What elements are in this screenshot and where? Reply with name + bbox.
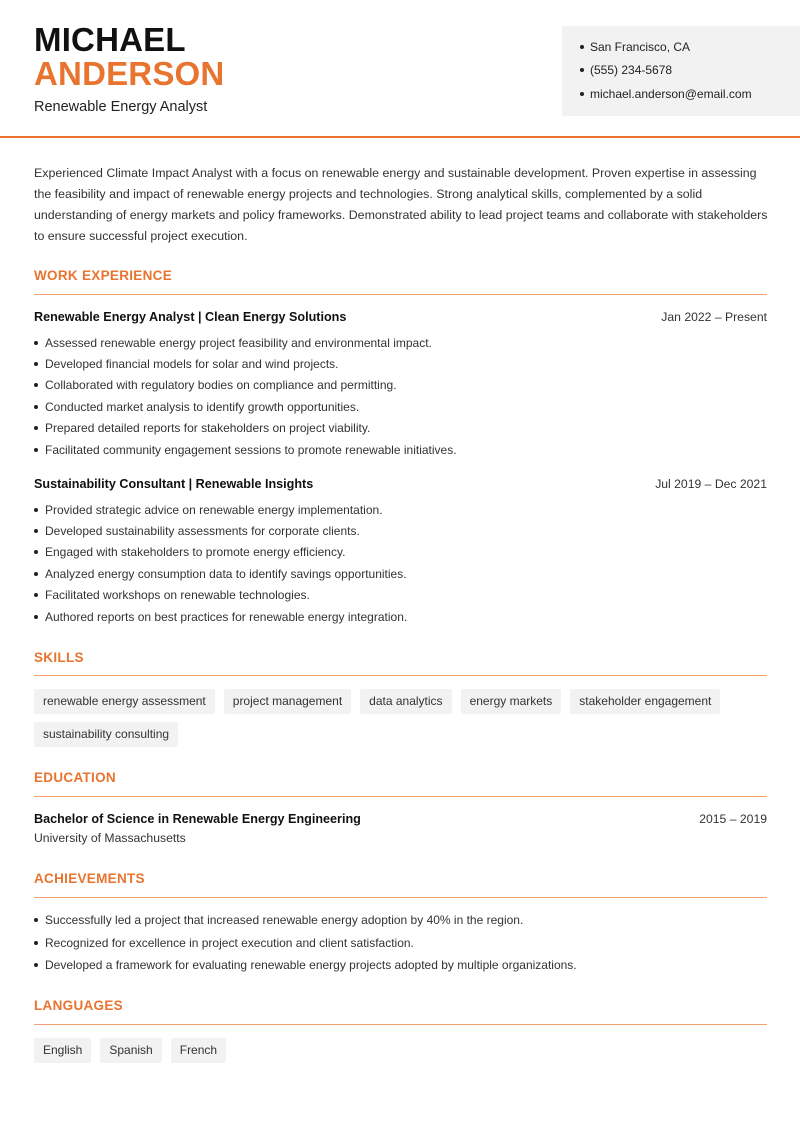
bullet-text: Developed financial models for solar and wind projects. [45, 357, 339, 372]
bullet-icon [34, 615, 38, 619]
bullet-icon [34, 529, 38, 533]
education-school: University of Massachusetts [34, 831, 186, 845]
section-divider [34, 1024, 767, 1025]
bullet-icon [580, 92, 584, 96]
bullet-text: Successfully led a project that increased renewable energy adoption by 40% in the region. [45, 913, 524, 928]
email-text: michael.anderson@email.com [590, 87, 752, 101]
list-item [34, 439, 767, 460]
skills-list [34, 689, 774, 747]
skill-tag: data analytics [360, 689, 451, 714]
bullet-text: Developed sustainability assessments for corporate clients. [45, 524, 360, 539]
contact-email [580, 87, 752, 101]
section-title-education: EDUCATION [34, 770, 116, 785]
bullet-icon [34, 341, 38, 345]
list-item [34, 606, 767, 627]
section-divider [34, 294, 767, 295]
bullet-icon [580, 45, 584, 49]
list-item [34, 520, 767, 541]
list-item [34, 585, 767, 606]
job-bullets-2 [34, 499, 767, 627]
skill-tag: energy markets [461, 689, 562, 714]
list-item [34, 499, 767, 520]
resume-header [0, 0, 800, 138]
list-item [34, 932, 767, 955]
job-title: Renewable Energy Analyst [34, 99, 208, 115]
language-tag: English [34, 1038, 91, 1063]
contact-box [562, 26, 800, 116]
job-title-1: Renewable Energy Analyst | Clean Energy Solutions [34, 310, 347, 324]
bullet-icon [34, 426, 38, 430]
list-item [34, 353, 767, 374]
section-divider [34, 897, 767, 898]
education-degree: Bachelor of Science in Renewable Energy Engineering [34, 812, 361, 826]
job-bullets-1 [34, 332, 767, 460]
bullet-text: Engaged with stakeholders to promote energy efficiency. [45, 545, 346, 560]
bullet-text: Prepared detailed reports for stakeholders on project viability. [45, 421, 371, 436]
education-dates: 2015 – 2019 [699, 812, 767, 826]
list-item [34, 563, 767, 584]
list-item [34, 332, 767, 353]
section-title-skills: SKILLS [34, 650, 84, 665]
bullet-text: Recognized for excellence in project execution and client satisfaction. [45, 935, 414, 950]
bullet-icon [34, 383, 38, 387]
bullet-icon [34, 448, 38, 452]
list-item [34, 418, 767, 439]
bullet-text: Authored reports on best practices for renewable energy integration. [45, 609, 408, 624]
languages-list [34, 1038, 774, 1063]
professional-summary: Experienced Climate Impact Analyst with a focus on renewable energy and sustainable development. Proven expertise in assessing the feasibility and impact of renewable energy projects and technologies. Strong analytical skills, complemented by a solid understanding of energy markets and policy frameworks. Demonstrated ability to lead project teams and collaborate with stakeholders to ensure successful project execution. [34, 166, 768, 243]
language-tag: Spanish [100, 1038, 161, 1063]
contact-location [580, 40, 690, 54]
first-name: MICHAEL [34, 21, 186, 58]
section-divider [34, 796, 767, 797]
list-item [34, 909, 767, 932]
section-title-achievements: ACHIEVEMENTS [34, 871, 145, 886]
job-dates-1: Jan 2022 – Present [661, 310, 767, 324]
last-name: ANDERSON [34, 55, 225, 92]
bullet-icon [34, 405, 38, 409]
skill-tag: project management [224, 689, 351, 714]
bullet-icon [34, 362, 38, 366]
bullet-icon [34, 593, 38, 597]
section-title-languages: LANGUAGES [34, 998, 123, 1013]
location-text: San Francisco, CA [590, 40, 691, 54]
contact-phone [580, 63, 672, 77]
bullet-text: Facilitated workshops on renewable technologies. [45, 588, 310, 603]
bullet-icon [580, 68, 584, 72]
bullet-text: Assessed renewable energy project feasibility and environmental impact. [45, 335, 432, 350]
list-item [34, 542, 767, 563]
bullet-icon [34, 508, 38, 512]
list-item [34, 396, 767, 417]
list-item [34, 954, 767, 977]
bullet-text: Developed a framework for evaluating renewable energy projects adopted by multiple organizations. [45, 958, 577, 973]
skill-tag: sustainability consulting [34, 722, 178, 747]
bullet-text: Collaborated with regulatory bodies on compliance and permitting. [45, 378, 397, 393]
skill-tag: stakeholder engagement [570, 689, 720, 714]
job-dates-2: Jul 2019 – Dec 2021 [655, 477, 767, 491]
bullet-icon [34, 941, 38, 945]
language-tag: French [171, 1038, 226, 1063]
achievements-list [34, 909, 767, 977]
section-divider [34, 675, 767, 676]
bullet-text: Analyzed energy consumption data to identify savings opportunities. [45, 566, 407, 581]
bullet-text: Facilitated community engagement sessions to promote renewable initiatives. [45, 442, 457, 457]
bullet-icon [34, 918, 38, 922]
bullet-icon [34, 963, 38, 967]
bullet-text: Provided strategic advice on renewable energy implementation. [45, 502, 383, 517]
bullet-icon [34, 572, 38, 576]
job-title-2: Sustainability Consultant | Renewable Insights [34, 477, 314, 491]
skill-tag: renewable energy assessment [34, 689, 215, 714]
list-item [34, 375, 767, 396]
bullet-text: Conducted market analysis to identify growth opportunities. [45, 399, 360, 414]
section-title-work: WORK EXPERIENCE [34, 268, 173, 283]
phone-text: (555) 234-5678 [590, 63, 673, 77]
bullet-icon [34, 550, 38, 554]
